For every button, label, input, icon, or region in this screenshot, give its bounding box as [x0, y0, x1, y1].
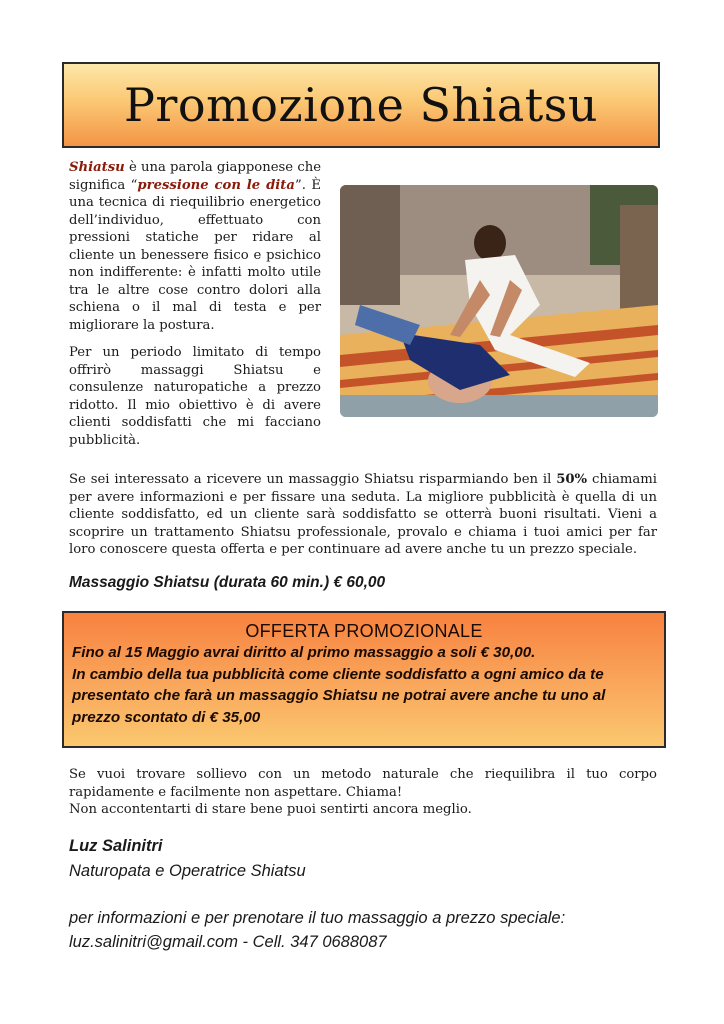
details-paragraph: Se sei interessato a ricevere un massaggio Shiatsu risparmiando ben il 50% chiamami per avere informazioni e per fissare una seduta. La migliore pubblicità è quella di un cliente soddisfatto, ed un cliente sarà soddisfatto se otterrà buoni risultati. Vieni a scoprire un trattamento Shiatsu professionale, provalo e chiama i tuoi amici per far loro conoscere questa offerta e per continuare ad avere anche tu un prezzo speciale. — [69, 472, 657, 557]
price-line: Massaggio Shiatsu (durata 60 min.) € 60,00 — [69, 574, 386, 591]
contact-details[interactable]: luz.salinitri@gmail.com - Cell. 347 0688087 — [69, 933, 387, 951]
offer-box — [62, 611, 666, 748]
shiatsu-photo — [340, 185, 658, 417]
intro-column — [69, 159, 321, 459]
offer-line-2: In cambio della tua pubblicità come cliente soddisfatto a ogni amico da te presentato che farà un massaggio Shiatsu ne potrai avere anche tu uno al prezzo scontato di € 35,00 — [72, 665, 606, 726]
closing-line-2: Non accontentarti di stare bene puoi sentirti ancora meglio. — [69, 802, 472, 817]
closing-text — [69, 766, 657, 819]
closing-line-1: Se vuoi trovare sollievo con un metodo naturale che riequilibra il tuo corpo rapidamente e facilmente non aspettare. Chiama! — [69, 767, 657, 800]
contact-block — [69, 906, 565, 954]
contact-intro: per informazioni e per prenotare il tuo massaggio a prezzo speciale: — [69, 909, 566, 927]
offer-line-1: Fino al 15 Maggio avrai diritto al primo massaggio a soli € 30,00. — [72, 644, 536, 661]
signature-role: Naturopata e Operatrice Shiatsu — [69, 862, 306, 880]
term-shiatsu: Shiatsu — [69, 160, 125, 175]
page-title: Promozione Shiatsu — [123, 78, 599, 132]
signature-name: Luz Salinitri — [69, 837, 163, 855]
offer-paragraph: Per un periodo limitato di tempo offrirò massaggi Shiatsu e consulenze naturopatiche a prezzo ridotto. Il mio obiettivo è di avere clienti soddisfatti che mi facciano pubblicità. — [69, 345, 321, 448]
term-definition: pressione con le dita — [137, 177, 295, 193]
intro-paragraph: Shiatsu è una parola giapponese che significa “pressione con le dita”. È una tecnica di riequilibrio energetico dell’individuo, effettuato con pressioni statiche per ridare al cliente un benessere fisico e psichico non indifferente: è infatti molto utile tra le altre cose contro dolori alla schiena o il mal di testa e per migliorare la postura. — [69, 160, 321, 333]
title-banner — [62, 62, 660, 148]
discount-percent: 50% — [556, 472, 588, 487]
offer-heading: OFFERTA PROMOZIONALE — [245, 621, 483, 641]
